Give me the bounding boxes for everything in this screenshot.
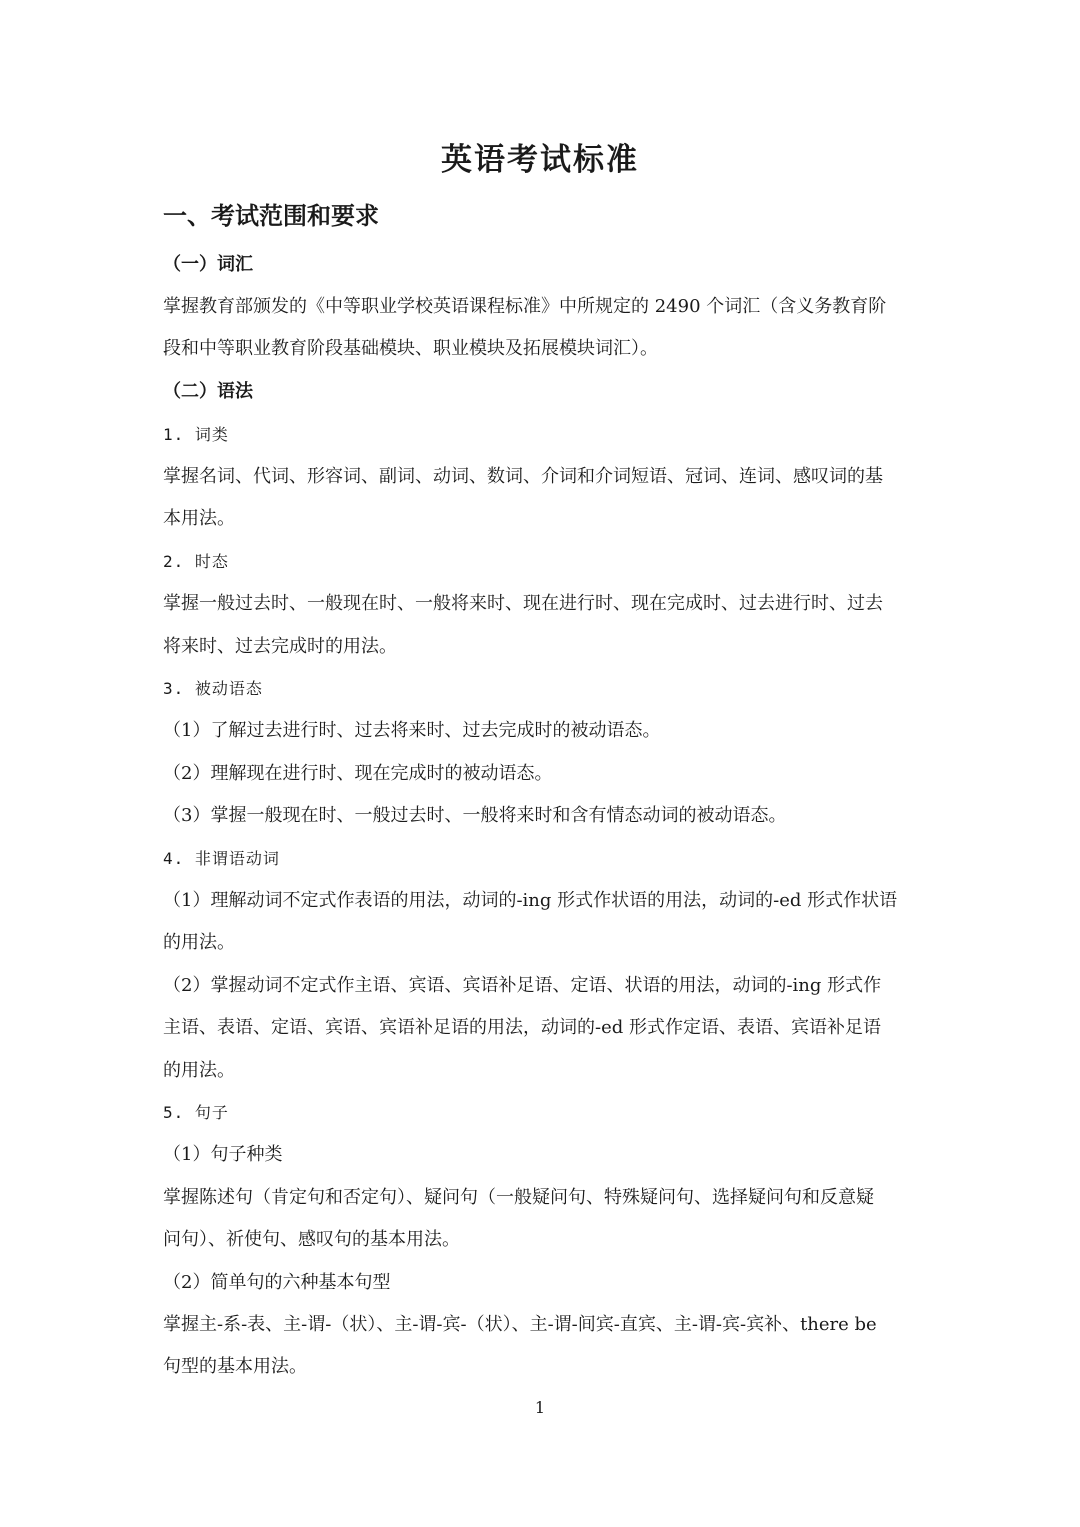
paragraph-line: 将来时、过去完成时的用法。	[163, 636, 397, 657]
paragraph-line: 问句）、祈使句、感叹句的基本用法。	[163, 1229, 460, 1250]
item-label-passive: 3. 被动语态	[163, 679, 263, 698]
item-label-word-class: 1. 词类	[163, 425, 229, 444]
paragraph-line: 掌握陈述句（肯定句和否定句）、疑问句（一般疑问句、特殊疑问句、选择疑问句和反意疑	[163, 1187, 874, 1208]
paragraph-line: 掌握名词、代词、形容词、副词、动词、数词、介词和介词短语、冠词、连词、感叹词的基	[163, 466, 883, 487]
paragraph-line: 本用法。	[163, 508, 235, 529]
item-label-tense: 2. 时态	[163, 552, 229, 571]
list-item: （2）理解现在进行时、现在完成时的被动语态。	[163, 763, 553, 784]
paragraph-line: （1）理解动词不定式作表语的用法，动词的-ing 形式作状语的用法，动词的-ed 形式作状语	[163, 890, 898, 911]
section-heading-scope: 一、考试范围和要求	[163, 202, 379, 230]
page-number: 1	[534, 1398, 546, 1417]
paragraph-line: 主语、表语、定语、宾语、宾语补足语的用法，动词的-ed 形式作定语、表语、宾语补足语	[163, 1017, 881, 1038]
paragraph-line: （2）掌握动词不定式作主语、宾语、宾语补足语、定语、状语的用法，动词的-ing 形式作	[163, 975, 882, 996]
document-title: 英语考试标准	[441, 142, 639, 178]
subsection-heading-vocabulary: （一）词汇	[163, 254, 253, 275]
list-item: （3）掌握一般现在时、一般过去时、一般将来时和含有情态动词的被动语态。	[163, 805, 787, 826]
list-item: （2）简单句的六种基本句型	[163, 1272, 391, 1293]
paragraph-line: 掌握主-系-表、主-谓-（状）、主-谓-宾-（状）、主-谓-间宾-直宾、主-谓-宾-宾补、there be	[163, 1314, 877, 1335]
paragraph-line: 掌握一般过去时、一般现在时、一般将来时、现在进行时、现在完成时、过去进行时、过去	[163, 593, 883, 614]
paragraph-line: 句型的基本用法。	[163, 1356, 307, 1377]
list-item: （1）了解过去进行时、过去将来时、过去完成时的被动语态。	[163, 720, 661, 741]
item-label-sentence: 5. 句子	[163, 1103, 229, 1122]
paragraph-line: 的用法。	[163, 1060, 235, 1081]
item-label-nonfinite: 4. 非谓语动词	[163, 849, 280, 868]
subsection-heading-grammar: （二）语法	[163, 381, 253, 402]
paragraph-line: 段和中等职业教育阶段基础模块、职业模块及拓展模块词汇）。	[163, 338, 658, 359]
list-item: （1）句子种类	[163, 1144, 283, 1165]
paragraph-line: 的用法。	[163, 932, 235, 953]
paragraph-line: 掌握教育部颁发的《中等职业学校英语课程标准》中所规定的 2490 个词汇（含义务教育阶	[163, 296, 887, 317]
